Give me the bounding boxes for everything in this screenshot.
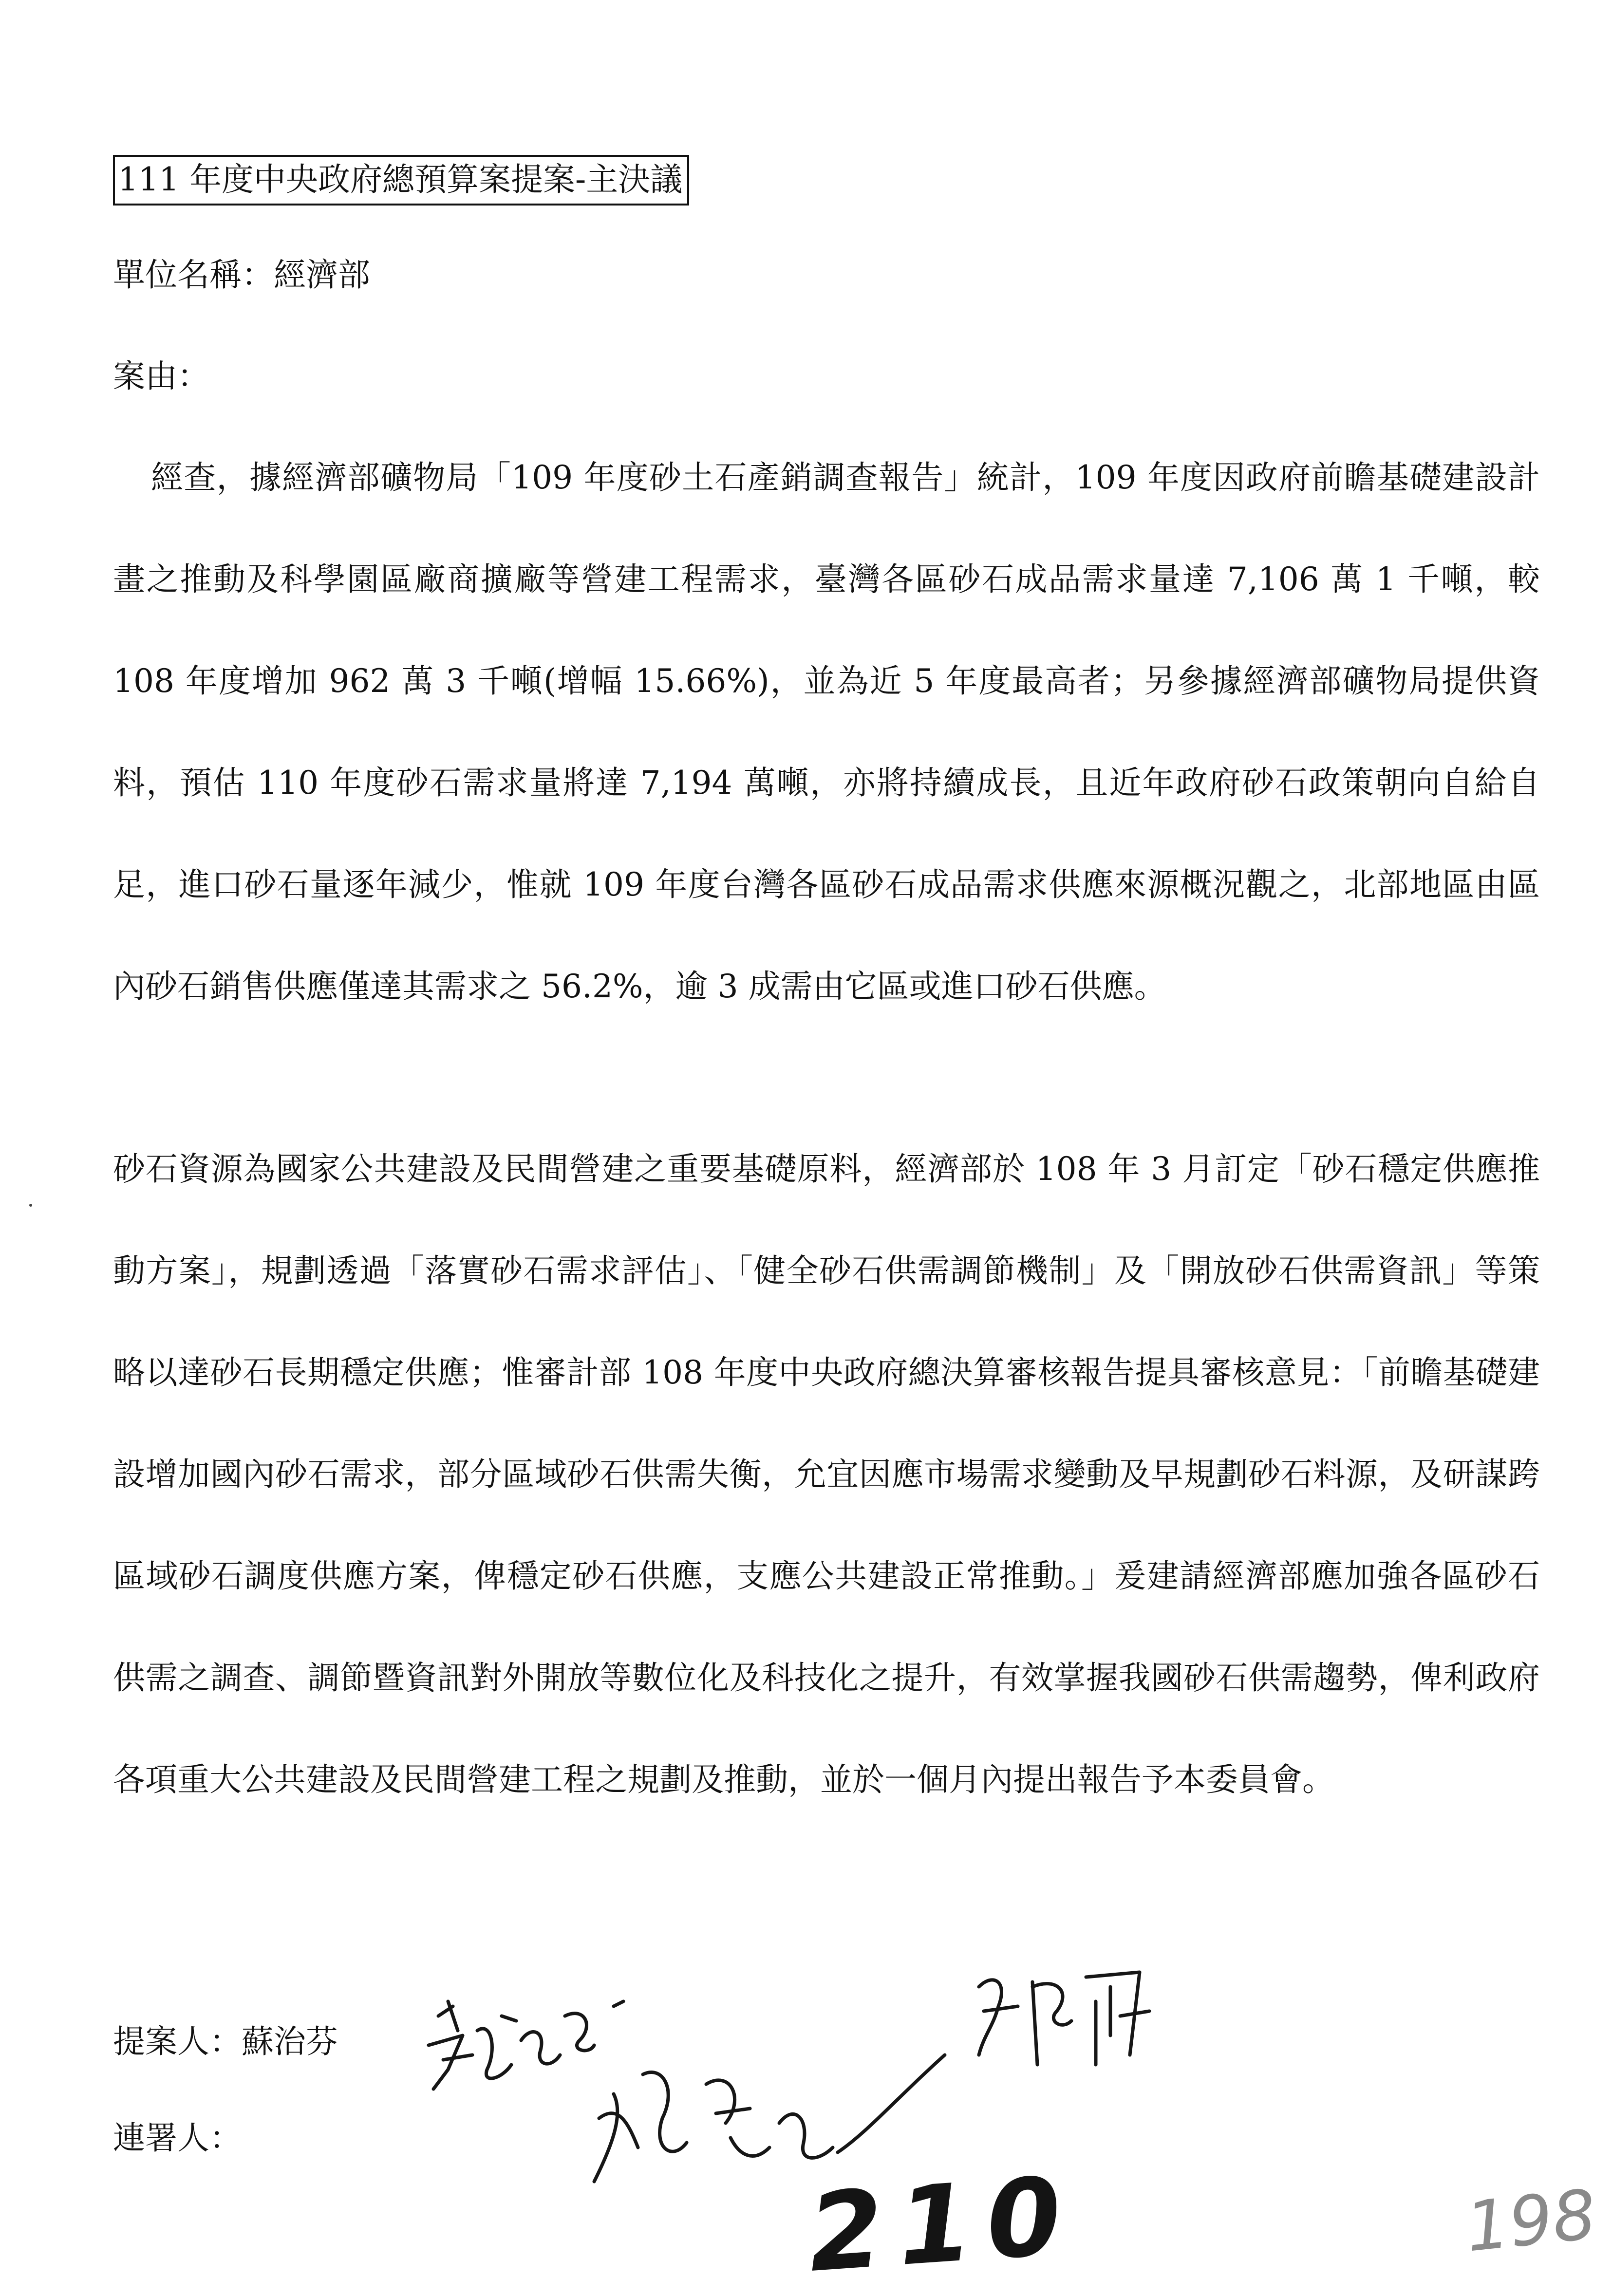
margin-mark (29, 1204, 32, 1207)
reason-label: 案由： (113, 357, 209, 395)
document-title: 111 年度中央政府總預算案提案-主決議 (113, 155, 689, 205)
unit-name: 單位名稱：經濟部 (113, 256, 370, 294)
cosigner-line: 連署人： (113, 2119, 242, 2157)
paragraph-1: 經查，據經濟部礦物局「109 年度砂土石產銷調查報告」統計，109 年度因政府前瞻基礎建設計畫之推動及科學園區廠商擴廠等營建工程需求，臺灣各區砂石成品需求量達 7,106 萬 1 千噸，較 108 年度增加 962 萬 3 千噸(增幅 15.66%)，並為近 5 年度最高者；另參據經濟部礦物局提供資料，預估 110 年度砂石需求量將達 7,194 萬噸，亦將持續成長，且近年政府砂石政策朝向自給自足，進口砂石量逐年減少，惟就 109 年度台灣各區砂石成品需求供應來源概況觀之，北部地區由區內砂石銷售供應僅達其需求之 56.2%，逾 3 成需由它區或進口砂石供應。 (113, 459, 1540, 1005)
stamp-number: 210 (804, 2153, 1080, 2296)
cosigner-signature-2 (964, 1958, 1169, 2104)
page-number: 198 (1462, 2175, 1600, 2268)
proposer-line: 提案人：蘇治芬 (113, 2023, 338, 2060)
paragraph-2: 砂石資源為國家公共建設及民間營建之重要基礎原料，經濟部於 108 年 3 月訂定「砂石穩定供應推動方案」，規劃透過「落實砂石需求評估」、「健全砂石供需調節機制」及「開放砂石供需資訊」等策略以達砂石長期穩定供應；惟審計部 108 年度中央政府總決算審核報告提具審核意見：「前瞻基礎建設增加國內砂石需求，部分區域砂石供需失衡，允宜因應市場需求變動及早規劃砂石料源，及研謀跨區域砂石調度供應方案，俾穩定砂石供應，支應公共建設正常推動。」爰建請經濟部應加強各區砂石供需之調查、調節暨資訊對外開放等數位化及科技化之提升，有效掌握我國砂石供需趨勢，俾利政府各項重大公共建設及民間營建工程之規劃及推動，並於一個月內提出報告予本委員會。 (113, 1150, 1540, 1798)
